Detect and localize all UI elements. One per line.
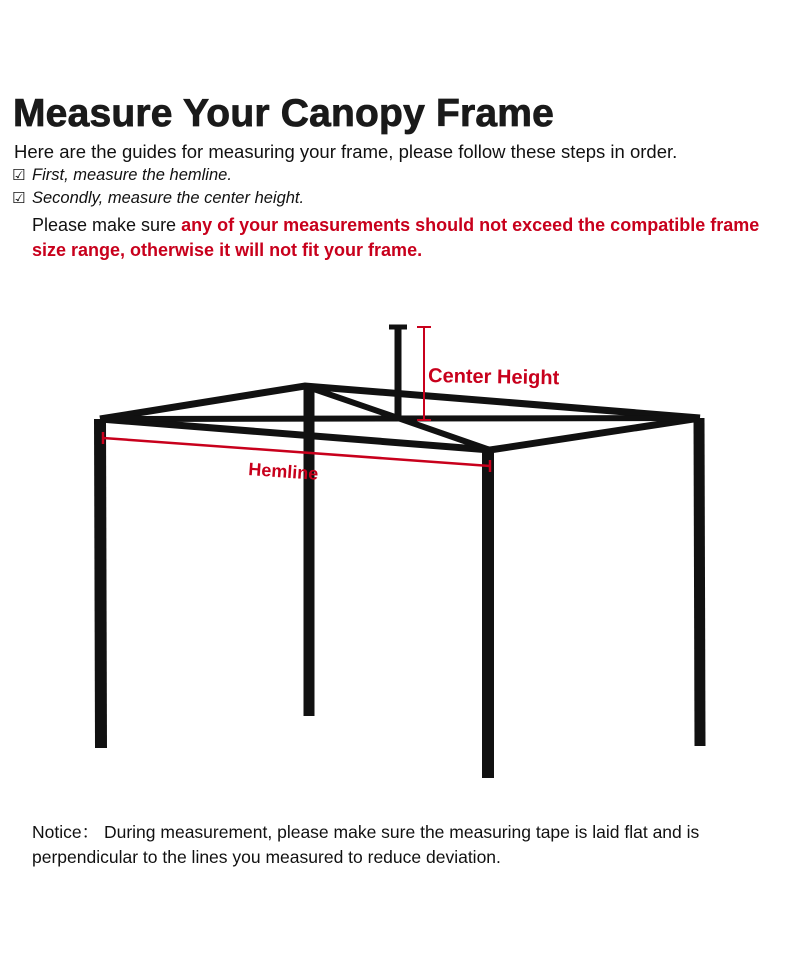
- page-title: Measure Your Canopy Frame: [13, 92, 555, 135]
- step-text: First, measure the hemline.: [32, 166, 232, 184]
- frame-structure: [100, 327, 700, 778]
- checkbox-checked-icon: ☑: [12, 190, 26, 207]
- warning-prefix: Please make sure: [32, 215, 182, 235]
- hemline-label: Hemline: [247, 459, 319, 484]
- frame-leg: [100, 419, 101, 748]
- frame-leg: [699, 418, 700, 746]
- checkbox-checked-icon: ☑: [12, 167, 26, 184]
- warning-highlight: any of your measurements should not exceed the compatible frame size range, otherwise it will not fit your frame.: [32, 215, 760, 260]
- intro-text: Here are the guides for measuring your frame, please follow these steps in order.: [14, 141, 678, 162]
- step-text: Secondly, measure the center height.: [32, 189, 305, 207]
- notice-text: Notice： During measurement, please make sure the measuring tape is laid flat and is perpendicular to the lines you measured to reduce deviation.: [32, 822, 700, 867]
- center-height-label: Center Height: [427, 365, 560, 390]
